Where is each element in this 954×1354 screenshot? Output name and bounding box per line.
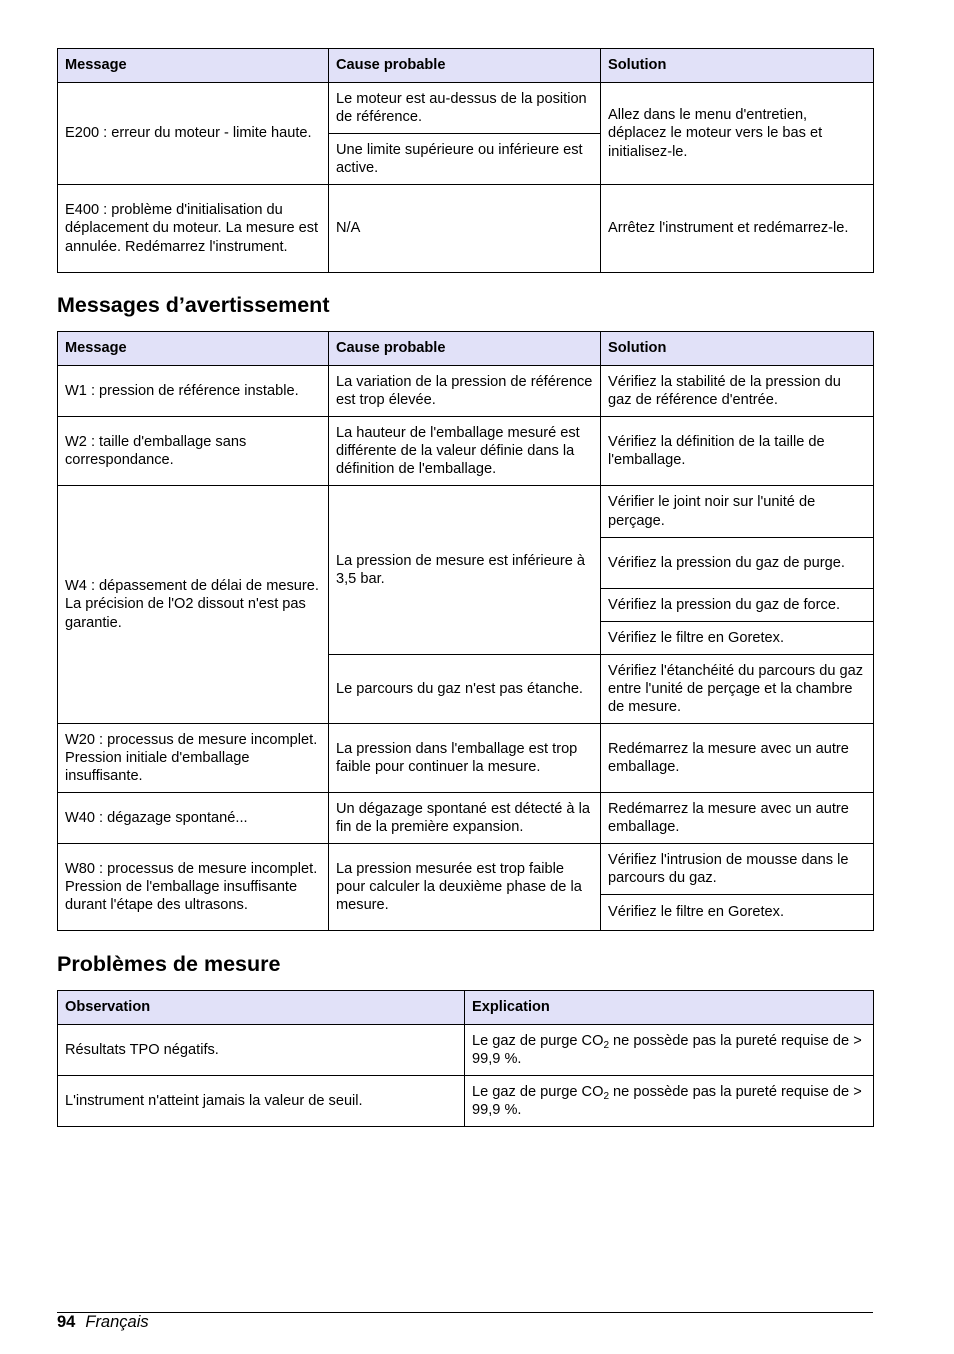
table-row bbox=[58, 1025, 874, 1076]
explication-cell: Le gaz de purge $CO_2$ ne possède pas la pureté requise de > 99,9 %. bbox=[465, 1025, 874, 1076]
header-message: Message bbox=[58, 49, 329, 83]
solution-cell: Allez dans le menu d'entretien, déplacez le moteur vers le bas et initialisez-le. bbox=[601, 83, 874, 185]
cause-cell: Une limite supérieure ou inférieure est active. bbox=[329, 134, 601, 185]
solution-cell: Vérifier le joint noir sur l'unité de perçage. bbox=[601, 486, 874, 538]
cause-cell: Le parcours du gaz n'est pas étanche. bbox=[329, 655, 601, 724]
header-cause: Cause probable bbox=[329, 332, 601, 366]
footer-language: Français bbox=[85, 1313, 149, 1331]
cause-cell: Le moteur est au-dessus de la position de référence. bbox=[329, 83, 601, 134]
cause-cell: La pression mesurée est trop faible pour calculer la deuxième phase de la mesure. bbox=[329, 844, 601, 931]
table-row bbox=[58, 83, 874, 134]
observation-cell: Résultats TPO négatifs. bbox=[58, 1025, 465, 1076]
header-observation: Observation bbox=[58, 991, 465, 1025]
table-row bbox=[58, 417, 874, 486]
cause-cell: La pression dans l'emballage est trop faible pour continuer la mesure. bbox=[329, 724, 601, 793]
header-message: Message bbox=[58, 332, 329, 366]
solution-cell: Vérifiez l'intrusion de mousse dans le parcours du gaz. bbox=[601, 844, 874, 895]
message-cell: W20 : processus de mesure incomplet. Pression initiale d'emballage insuffisante. bbox=[58, 724, 329, 793]
section-title-warnings: Messages d’avertissement bbox=[57, 293, 330, 317]
message-cell: W1 : pression de référence instable. bbox=[58, 366, 329, 417]
observation-cell: L'instrument n'atteint jamais la valeur de seuil. bbox=[58, 1076, 465, 1127]
cause-cell: La pression de mesure est inférieure à 3,5 bar. bbox=[329, 486, 601, 655]
header-explication: Explication bbox=[465, 991, 874, 1025]
cause-cell: N/A bbox=[329, 185, 601, 273]
message-cell: W80 : processus de mesure incomplet. Pression de l'emballage insuffisante durant l'étape des ultrasons. bbox=[58, 844, 329, 931]
cause-cell: Un dégazage spontané est détecté à la fin de la première expansion. bbox=[329, 793, 601, 844]
solution-cell: Vérifiez le filtre en Goretex. bbox=[601, 622, 874, 655]
table-row bbox=[58, 793, 874, 844]
section-title-measurement-problems: Problèmes de mesure bbox=[57, 952, 281, 976]
footer-divider bbox=[57, 1312, 873, 1313]
solution-cell: Vérifiez la pression du gaz de force. bbox=[601, 589, 874, 622]
table-row bbox=[58, 724, 874, 793]
message-cell: W4 : dépassement de délai de mesure. La précision de l'O2 dissout n'est pas garantie. bbox=[58, 486, 329, 724]
solution-cell: Vérifiez la stabilité de la pression du gaz de référence d'entrée. bbox=[601, 366, 874, 417]
warning-table bbox=[57, 331, 874, 931]
measurement-table bbox=[57, 990, 874, 1127]
message-cell: E400 : problème d'initialisation du déplacement du moteur. La mesure est annulée. Redémarrez l'instrument. bbox=[58, 185, 329, 273]
cause-cell: La hauteur de l'emballage mesuré est différente de la valeur définie dans la définition de l'emballage. bbox=[329, 417, 601, 486]
page-footer bbox=[57, 1312, 149, 1332]
table-header-row bbox=[58, 991, 874, 1025]
table-row bbox=[58, 366, 874, 417]
message-cell: E200 : erreur du moteur - limite haute. bbox=[58, 83, 329, 185]
table-row bbox=[58, 1076, 874, 1127]
solution-cell: Redémarrez la mesure avec un autre emballage. bbox=[601, 793, 874, 844]
message-cell: W2 : taille d'emballage sans correspondance. bbox=[58, 417, 329, 486]
header-cause: Cause probable bbox=[329, 49, 601, 83]
solution-cell: Vérifiez le filtre en Goretex. bbox=[601, 895, 874, 931]
solution-cell: Vérifiez l'étanchéité du parcours du gaz entre l'unité de perçage et la chambre de mesure. bbox=[601, 655, 874, 724]
message-cell: W40 : dégazage spontané... bbox=[58, 793, 329, 844]
page-number: 94 bbox=[57, 1313, 76, 1331]
table-row bbox=[58, 844, 874, 895]
explication-cell: Le gaz de purge $CO_2$ ne possède pas la pureté requise de > 99,9 %. bbox=[465, 1076, 874, 1127]
table-header-row bbox=[58, 332, 874, 366]
solution-cell: Vérifiez la pression du gaz de purge. bbox=[601, 538, 874, 589]
solution-cell: Vérifiez la définition de la taille de l'emballage. bbox=[601, 417, 874, 486]
table-row bbox=[58, 486, 874, 538]
header-solution: Solution bbox=[601, 49, 874, 83]
table-header-row bbox=[58, 49, 874, 83]
cause-cell: La variation de la pression de référence est trop élevée. bbox=[329, 366, 601, 417]
solution-cell: Arrêtez l'instrument et redémarrez-le. bbox=[601, 185, 874, 273]
table-row bbox=[58, 185, 874, 273]
error-table bbox=[57, 48, 874, 273]
header-solution: Solution bbox=[601, 332, 874, 366]
solution-cell: Redémarrez la mesure avec un autre emballage. bbox=[601, 724, 874, 793]
